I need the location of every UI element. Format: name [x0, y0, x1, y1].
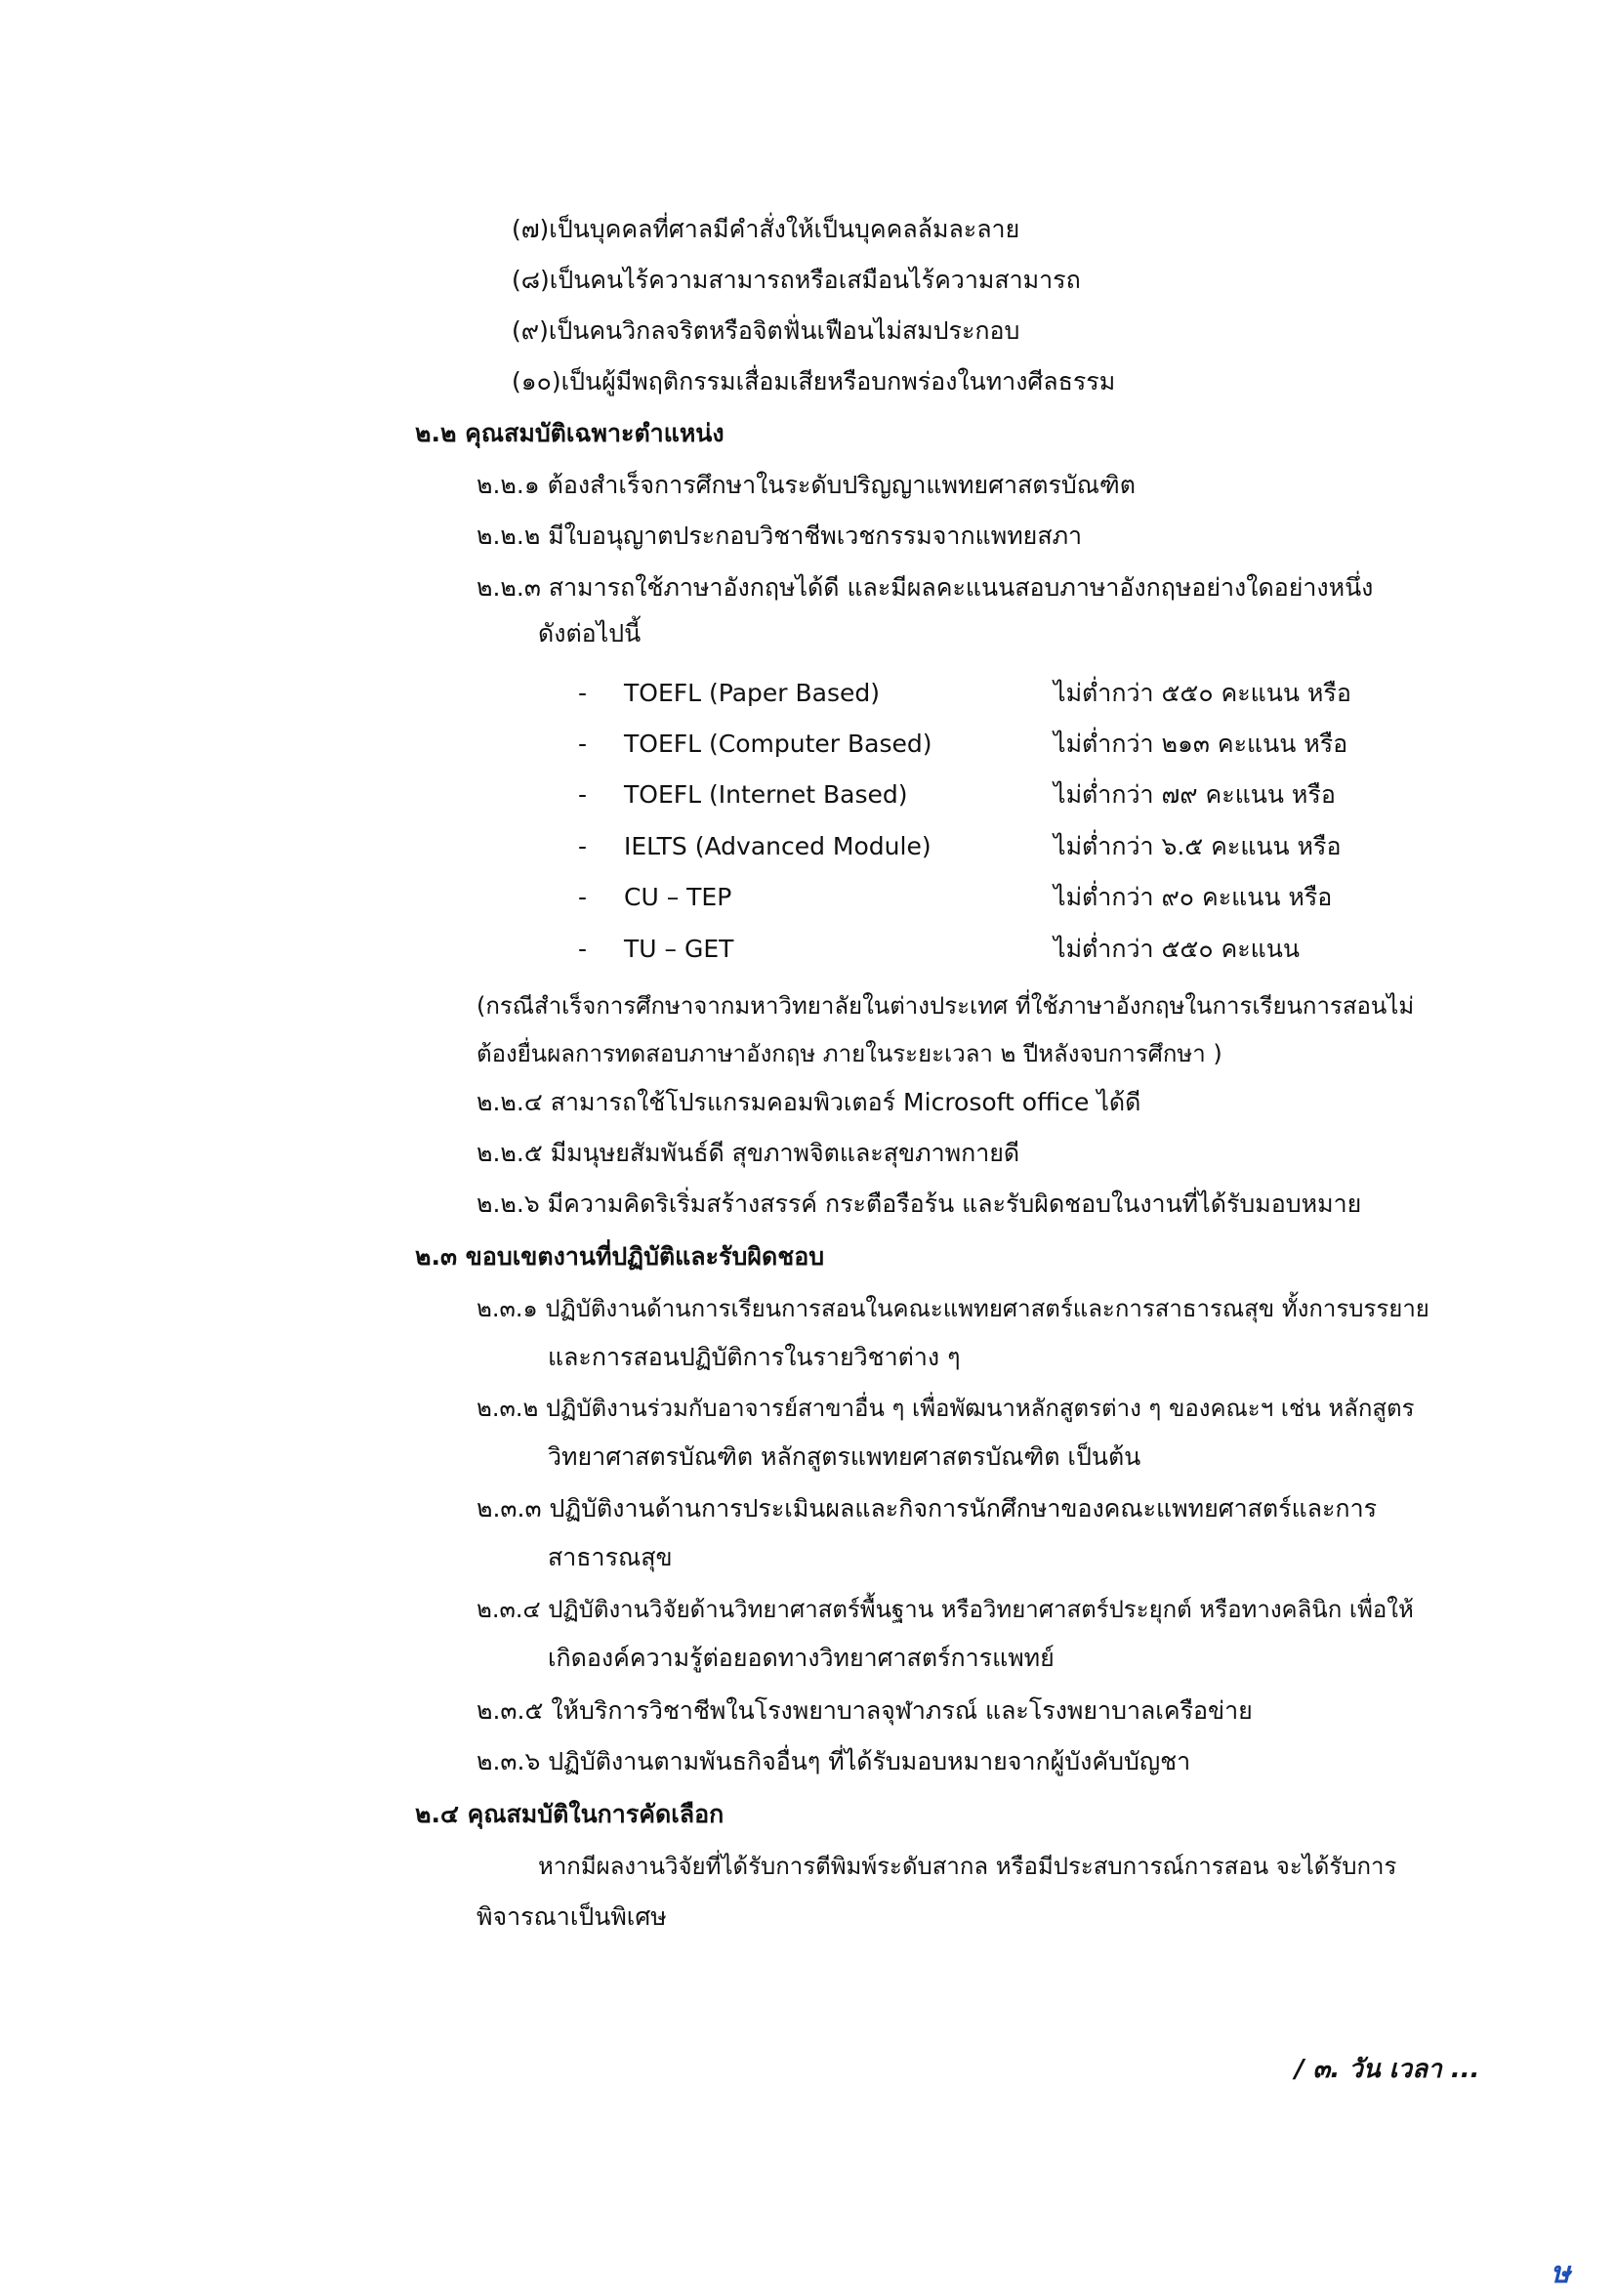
score-test-name: TOEFL (Paper Based)	[624, 679, 880, 707]
list-item: ๒.๒.๕ มีมนุษยสัมพันธ์ดี สุขภาพจิตและสุขภาพกายดี	[476, 1139, 1020, 1167]
list-item: (๘)เป็นคนไร้ความสามารถหรือเสมือนไร้ความสามารถ	[512, 266, 1081, 294]
score-requirement: ไม่ต่ำกว่า ๗๙ คะแนน หรือ	[1054, 780, 1336, 809]
list-item: (๑๐)เป็นผู้มีพฤติกรรมเสื่อมเสียหรือบกพร่องในทางศีลธรรม	[512, 367, 1116, 396]
bullet-dash: -	[578, 730, 588, 758]
list-item: ๒.๒.๑ ต้องสำเร็จการศึกษาในระดับปริญญาแพทยศาสตรบัณฑิต	[476, 471, 1136, 499]
bullet-dash: -	[578, 832, 588, 860]
score-test-name: CU – TEP	[624, 883, 732, 911]
bullet-dash: -	[578, 935, 588, 963]
next-page-reference: / ๓. วัน เวลา ...	[1295, 2055, 1480, 2084]
note-text: ต้องยื่นผลการทดสอบภาษาอังกฤษ ภายในระยะเวลา ๒ ปีหลังจบการศึกษา )	[476, 1040, 1222, 1067]
bullet-dash: -	[578, 780, 588, 809]
paragraph-text: หากมีผลงานวิจัยที่ได้รับการตีพิมพ์ระดับสากล หรือมีประสบการณ์การสอน จะได้รับการ	[538, 1853, 1397, 1880]
list-item: ๒.๒.๒ มีใบอนุญาตประกอบวิชาชีพเวชกรรมจากแพทยสภา	[476, 522, 1083, 550]
list-item-continuation: และการสอนปฏิบัติการในรายวิชาต่าง ๆ	[548, 1343, 961, 1371]
note-text: (กรณีสำเร็จการศึกษาจากมหาวิทยาลัยในต่างประเทศ ที่ใช้ภาษาอังกฤษในการเรียนการสอนไม่	[476, 992, 1415, 1020]
list-item: (๙)เป็นคนวิกลจริตหรือจิตฟั่นเฟือนไม่สมประกอบ	[512, 316, 1020, 345]
list-item: ๒.๓.๓ ปฏิบัติงานด้านการประเมินผลและกิจการนักศึกษาของคณะแพทยศาสตร์และการ	[476, 1494, 1378, 1523]
list-item: ๒.๒.๓ สามารถใช้ภาษาอังกฤษได้ดี และมีผลคะแนนสอบภาษาอังกฤษอย่างใดอย่างหนึ่ง	[476, 573, 1374, 602]
score-requirement: ไม่ต่ำกว่า ๕๕๐ คะแนน หรือ	[1054, 679, 1351, 707]
handwritten-initials: ษ	[1551, 2256, 1570, 2290]
score-test-name: IELTS (Advanced Module)	[624, 832, 932, 860]
list-item-continuation: ดังต่อไปนี้	[538, 619, 642, 647]
list-item: ๒.๒.๔ สามารถใช้โปรแกรมคอมพิวเตอร์ Microsoft office ได้ดี	[476, 1088, 1141, 1116]
list-item: ๒.๓.๔ ปฏิบัติงานวิจัยด้านวิทยาศาสตร์พื้นฐาน หรือวิทยาศาสตร์ประยุกต์ หรือทางคลินิก เพื่อให้	[476, 1596, 1414, 1623]
score-requirement: ไม่ต่ำกว่า ๖.๕ คะแนน หรือ	[1054, 832, 1342, 860]
list-item: ๒.๒.๖ มีความคิดริเริ่มสร้างสรรค์ กระตือรือร้น และรับผิดชอบในงานที่ได้รับมอบหมาย	[476, 1190, 1362, 1218]
score-requirement: ไม่ต่ำกว่า ๙๐ คะแนน หรือ	[1054, 883, 1333, 911]
list-item: (๗)เป็นบุคคลที่ศาลมีคำสั่งให้เป็นบุคคลล้มละลาย	[512, 215, 1020, 243]
list-item: ๒.๓.๒ ปฏิบัติงานร่วมกับอาจารย์สาขาอื่น ๆ เพื่อพัฒนาหลักสูตรต่าง ๆ ของคณะฯ เช่น หลักสูตร	[476, 1395, 1415, 1422]
score-test-name: TU – GET	[624, 935, 734, 963]
list-item-continuation: วิทยาศาสตรบัณฑิต หลักสูตรแพทยศาสตรบัณฑิต เป็นต้น	[548, 1442, 1141, 1471]
section-heading-2-3: ๒.๓ ขอบเขตงานที่ปฏิบัติและรับผิดชอบ	[415, 1242, 825, 1271]
section-heading-2-2: ๒.๒ คุณสมบัติเฉพาะตำแหน่ง	[415, 419, 725, 447]
score-requirement: ไม่ต่ำกว่า ๕๕๐ คะแนน	[1054, 935, 1300, 963]
score-test-name: TOEFL (Internet Based)	[624, 780, 908, 809]
list-item: ๒.๓.๕ ให้บริการวิชาชีพในโรงพยาบาลจุฬาภรณ์ และโรงพยาบาลเครือข่าย	[476, 1696, 1253, 1725]
section-heading-2-4: ๒.๔ คุณสมบัติในการคัดเลือก	[415, 1800, 725, 1828]
list-item-continuation: สาธารณสุข	[548, 1543, 673, 1571]
score-requirement: ไม่ต่ำกว่า ๒๑๓ คะแนน หรือ	[1054, 730, 1348, 758]
paragraph-text: พิจารณาเป็นพิเศษ	[476, 1902, 667, 1931]
list-item: ๒.๓.๑ ปฏิบัติงานด้านการเรียนการสอนในคณะแพทยศาสตร์และการสาธารณสุข ทั้งการบรรยาย	[476, 1295, 1429, 1322]
score-test-name: TOEFL (Computer Based)	[624, 730, 932, 758]
list-item: ๒.๓.๖ ปฏิบัติงานตามพันธกิจอื่นๆ ที่ได้รับมอบหมายจากผู้บังคับบัญชา	[476, 1747, 1191, 1775]
list-item-continuation: เกิดองค์ความรู้ต่อยอดทางวิทยาศาสตร์การแพทย์	[548, 1644, 1055, 1672]
bullet-dash: -	[578, 883, 588, 911]
bullet-dash: -	[578, 679, 588, 707]
